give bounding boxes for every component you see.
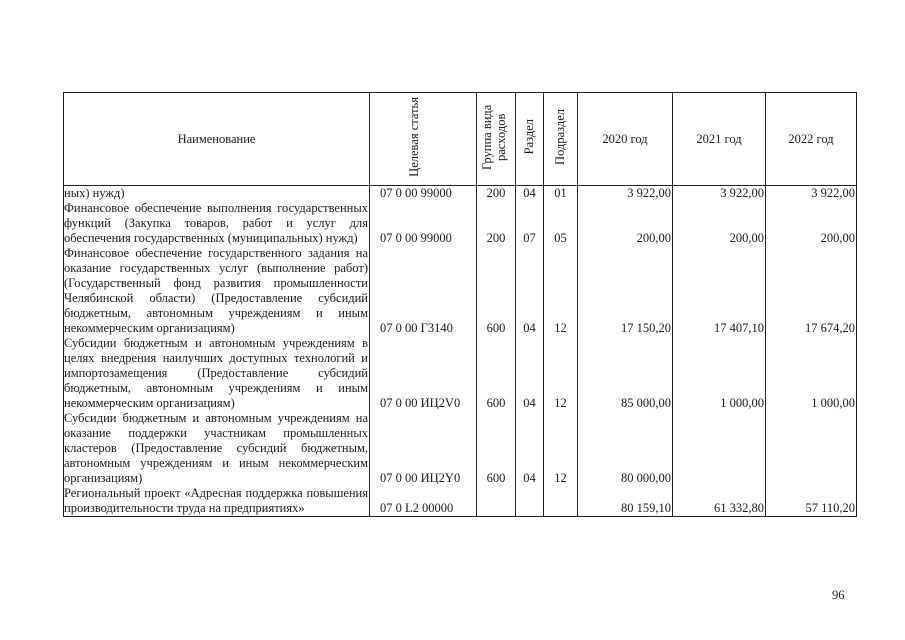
header-expense-group: Группа вида расходов — [477, 93, 516, 186]
row-amount-2021: 61 332,80 — [673, 486, 766, 517]
row-expense-group: 200 — [477, 201, 516, 246]
row-amount-2021: 200,00 — [673, 201, 766, 246]
row-amount-2021: 1 000,00 — [673, 336, 766, 411]
row-subsection: 01 — [544, 186, 578, 202]
row-subsection: 05 — [544, 201, 578, 246]
table-row — [64, 411, 857, 486]
row-amount-2022 — [766, 411, 857, 486]
row-name: Финансовое обеспечение государственного задания на оказание государственных услуг (выполнение работ) (Государственный фонд развития промышленности Челябинской области) (Предоставление субсидий бюджетным, автономным учреждениям и иным некоммерческим организациям) — [64, 246, 368, 335]
budget-table — [63, 92, 857, 517]
table-row — [64, 186, 857, 202]
row-target-article: 07 0 00 99000 — [370, 186, 477, 202]
row-section — [516, 486, 544, 517]
row-subsection: 12 — [544, 336, 578, 411]
row-amount-2021: 3 922,00 — [673, 186, 766, 202]
table-row — [64, 336, 857, 411]
row-amount-2020: 17 150,20 — [578, 246, 673, 336]
table-row — [64, 486, 857, 517]
row-target-article: 07 0 00 ИЦ2V0 — [370, 336, 477, 411]
row-amount-2022: 57 110,20 — [766, 486, 857, 517]
row-name: Субсидии бюджетным и автономным учреждениям в целях внедрения наилучших доступных технологий и импортозамещения (Предоставление субсидий бюджетным, автономным учреждениям и иным некоммерческим организациям) — [64, 336, 368, 410]
row-amount-2021 — [673, 411, 766, 486]
row-amount-2022: 1 000,00 — [766, 336, 857, 411]
row-amount-2022: 17 674,20 — [766, 246, 857, 336]
row-expense-group — [477, 486, 516, 517]
row-amount-2020: 80 159,10 — [578, 486, 673, 517]
row-amount-2020: 80 000,00 — [578, 411, 673, 486]
row-amount-2021: 17 407,10 — [673, 246, 766, 336]
row-section: 04 — [516, 336, 544, 411]
row-section: 04 — [516, 411, 544, 486]
row-amount-2022: 3 922,00 — [766, 186, 857, 202]
row-amount-2022: 200,00 — [766, 201, 857, 246]
table-header — [64, 93, 857, 186]
row-section: 07 — [516, 201, 544, 246]
row-target-article: 07 0 00 99000 — [370, 201, 477, 246]
row-section: 04 — [516, 186, 544, 202]
table-row — [64, 246, 857, 336]
header-section: Раздел — [516, 93, 544, 186]
row-expense-group: 200 — [477, 186, 516, 202]
table-row — [64, 201, 857, 246]
row-amount-2020: 3 922,00 — [578, 186, 673, 202]
table-body — [64, 186, 857, 517]
row-section: 04 — [516, 246, 544, 336]
row-amount-2020: 85 000,00 — [578, 336, 673, 411]
row-expense-group: 600 — [477, 246, 516, 336]
row-subsection: 12 — [544, 411, 578, 486]
header-year-2021: 2021 год — [673, 93, 766, 186]
row-subsection: 12 — [544, 246, 578, 336]
row-target-article: 07 0 L2 00000 — [370, 486, 477, 517]
row-subsection — [544, 486, 578, 517]
header-subsection: Подраздел — [544, 93, 578, 186]
row-name: Финансовое обеспечение выполнения государственных функций (Закупка товаров, работ и услуг для обеспечения государственных (муниципальных) нужд) — [64, 201, 368, 245]
header-year-2022: 2022 год — [766, 93, 857, 186]
row-name: Региональный проект «Адресная поддержка повышения производительности труда на предприятиях» — [64, 486, 368, 515]
budget-table-container — [63, 92, 857, 517]
page-number: 96 — [832, 588, 845, 602]
header-name: Наименование — [64, 93, 370, 186]
row-target-article: 07 0 00 Г3140 — [370, 246, 477, 336]
row-expense-group: 600 — [477, 411, 516, 486]
row-expense-group: 600 — [477, 336, 516, 411]
row-target-article: 07 0 00 ИЦ2Y0 — [370, 411, 477, 486]
header-year-2020: 2020 год — [578, 93, 673, 186]
row-name: ных) нужд) — [64, 186, 370, 202]
header-target-article: Целевая статья — [370, 93, 477, 186]
row-name: Субсидии бюджетным и автономным учреждениям на оказание поддержки участникам промышленных кластеров (Предоставление субсидий бюджетным, автономным учреждениям и иным некоммерческим организациям) — [64, 411, 368, 485]
row-amount-2020: 200,00 — [578, 201, 673, 246]
